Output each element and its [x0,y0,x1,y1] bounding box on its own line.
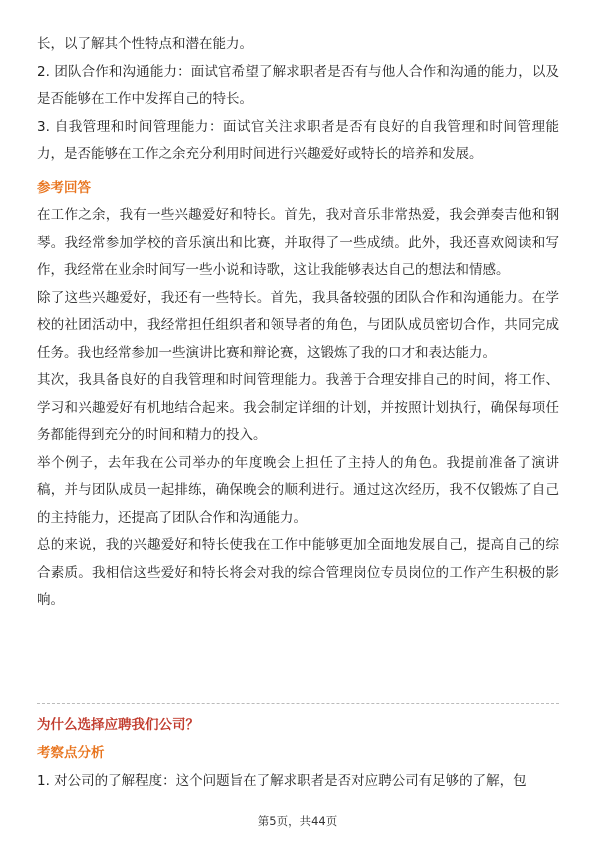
page-number-footer: 第5页，共44页 [257,814,338,828]
answer-paragraph-3: 其次，我具备良好的自我管理和时间管理能力。我善于合理安排自己的时间，将工作、学习和兴趣爱好有机地结合起来。我会制定详细的计划，并按照计划执行，确保每项任务都能得到充分的时间和精力的投入。 [37,372,559,443]
analysis-point-1: 1. 对公司的了解程度：这个问题旨在了解求职者是否对应聘公司有足够的了解，包 [37,772,527,789]
main-content [37,31,559,615]
answer-paragraph-4: 举个例子，去年我在公司举办的年度晚会上担任了主持人的角色。我提前准备了演讲稿，并与团队成员一起排练，确保晚会的顺利进行。通过这次经历，我不仅锻炼了自己的主持能力，还提高了团队合作和沟通能力。 [37,454,559,526]
intro-continued-text: 长，以了解其个性特点和潜在能力。 [37,36,253,52]
answer-paragraph-5: 总的来说，我的兴趣爱好和特长使我在工作中能够更加全面地发展自己，提高自己的综合素质。我相信这些爱好和特长将会对我的综合管理岗位专员岗位的工作产生积极的影响。 [37,537,559,608]
next-question-block [37,712,559,795]
answer-paragraph-1: 在工作之余，我有一些兴趣爱好和特长。首先，我对音乐非常热爱，我会弹奏吉他和钢琴。我经常参加学校的音乐演出和比赛，并取得了一些成绩。此外，我还喜欢阅读和写作，我经常在业余时间写一些小说和诗歌，这让我能够表达自己的想法和情感。 [37,207,559,278]
question-title: 为什么选择应聘我们公司？ [37,717,199,733]
answer-paragraph-2: 除了这些兴趣爱好，我还有一些特长。首先，我具备较强的团队合作和沟通能力。在学校的社团活动中，我经常担任组织者和领导者的角色，与团队成员密切合作，共同完成任务。我也经常参加一些演讲比赛和辩论赛，这锻炼了我的口才和表达能力。 [37,289,559,361]
analysis-point-2: 2. 团队合作和沟通能力：面试官希望了解求职者是否有与他人合作和沟通的能力，以及是否能够在工作中发挥自己的特长。 [37,63,559,107]
analysis-heading: 考察点分析 [37,745,105,761]
analysis-point-3: 3. 自我管理和时间管理能力：面试官关注求职者是否有良好的自我管理和时间管理能力，是否能够在工作之余充分利用时间进行兴趣爱好或特长的培养和发展。 [37,118,559,162]
reference-answer-heading: 参考回答 [37,179,91,196]
section-divider [37,703,559,704]
